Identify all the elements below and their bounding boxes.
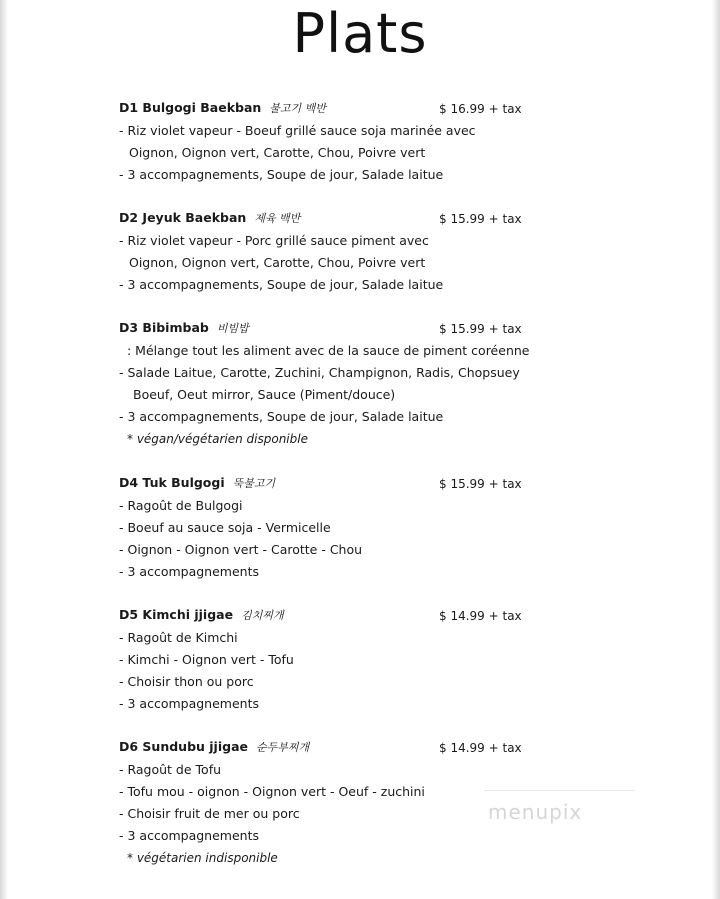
dish-line: - Choisir fruit de mer ou porc: [119, 806, 300, 821]
dish-d1: [119, 100, 539, 186]
dish-line: - Ragoût de Bulgogi: [119, 498, 243, 513]
dish-name: D3 Bibimbab 비빔밥: [119, 320, 249, 335]
dish-line: - Kimchi - Oignon vert - Tofu: [119, 652, 294, 667]
dish-name: D1 Bulgogi Baekban 불고기 백반: [119, 100, 326, 115]
dish-korean-name: 김치찌개: [241, 609, 284, 622]
dish-line: Oignon, Oignon vert, Carotte, Chou, Poivre vert: [129, 145, 426, 160]
dish-line: - Riz violet vapeur - Boeuf grillé sauce soja marinée avec: [119, 123, 476, 138]
dish-price: $ 14.99 + tax: [439, 741, 522, 755]
dish-name: D4 Tuk Bulgogi 뚝불고기: [119, 475, 276, 490]
dish-price: $ 14.99 + tax: [439, 609, 522, 623]
dish-korean-name: 비빔밥: [216, 322, 249, 335]
watermark-logo: menupix: [488, 800, 583, 824]
dish-line: - 3 accompagnements: [119, 696, 259, 711]
watermark-rule: [484, 790, 634, 791]
dish-d6: [119, 739, 539, 869]
dish-korean-name: 불고기 백반: [269, 102, 326, 115]
dish-d5: [119, 607, 539, 715]
dish-price: $ 15.99 + tax: [439, 322, 522, 336]
dish-korean-name: 제육 백반: [254, 212, 301, 225]
dish-line: - Choisir thon ou porc: [119, 674, 254, 689]
dish-d3: [119, 320, 539, 450]
dish-line: - Tofu mou - oignon - Oignon vert - Oeuf - zuchini: [119, 784, 425, 799]
page-title: Plats: [292, 2, 428, 65]
dish-price: $ 15.99 + tax: [439, 212, 522, 226]
page-edge-left: [0, 0, 8, 899]
dish-d2: [119, 210, 539, 296]
dish-line: Oignon, Oignon vert, Carotte, Chou, Poivre vert: [129, 255, 426, 270]
dish-line: - Ragoût de Tofu: [119, 762, 222, 777]
dish-line: - 3 accompagnements, Soupe de jour, Salade laitue: [119, 409, 444, 424]
dish-line: Boeuf, Oeut mirror, Sauce (Piment/douce): [133, 387, 396, 402]
dish-line: - Boeuf au sauce soja - Vermicelle: [119, 520, 331, 535]
dish-line: - 3 accompagnements: [119, 564, 259, 579]
dish-line: : Mélange tout les aliment avec de la sauce de piment coréenne: [127, 343, 530, 358]
dish-note: * végan/végétarien disponible: [127, 432, 308, 446]
dish-note: * végétarien indisponible: [127, 851, 278, 865]
dish-line: - 3 accompagnements, Soupe de jour, Salade laitue: [119, 277, 444, 292]
dish-line: - Oignon - Oignon vert - Carotte - Chou: [119, 542, 363, 557]
dish-price: $ 15.99 + tax: [439, 477, 522, 491]
dish-line: - Salade Laitue, Carotte, Zuchini, Champignon, Radis, Chopsuey: [119, 365, 520, 380]
dish-name: D5 Kimchi jjigae 김치찌개: [119, 607, 284, 622]
dish-line: - Riz violet vapeur - Porc grillé sauce piment avec: [119, 233, 429, 248]
dish-korean-name: 뚝불고기: [232, 477, 276, 490]
dish-korean-name: 순두부찌개: [256, 741, 310, 754]
dish-price: $ 16.99 + tax: [439, 102, 522, 116]
dish-line: - 3 accompagnements, Soupe de jour, Salade laitue: [119, 167, 444, 182]
dish-line: - 3 accompagnements: [119, 828, 259, 843]
dish-d4: [119, 475, 539, 583]
page-edge-right: [712, 0, 720, 899]
dish-line: - Ragoût de Kimchi: [119, 630, 238, 645]
dish-name: D2 Jeyuk Baekban 제육 백반: [119, 210, 301, 225]
dish-name: D6 Sundubu jjigae 순두부찌개: [119, 739, 310, 754]
